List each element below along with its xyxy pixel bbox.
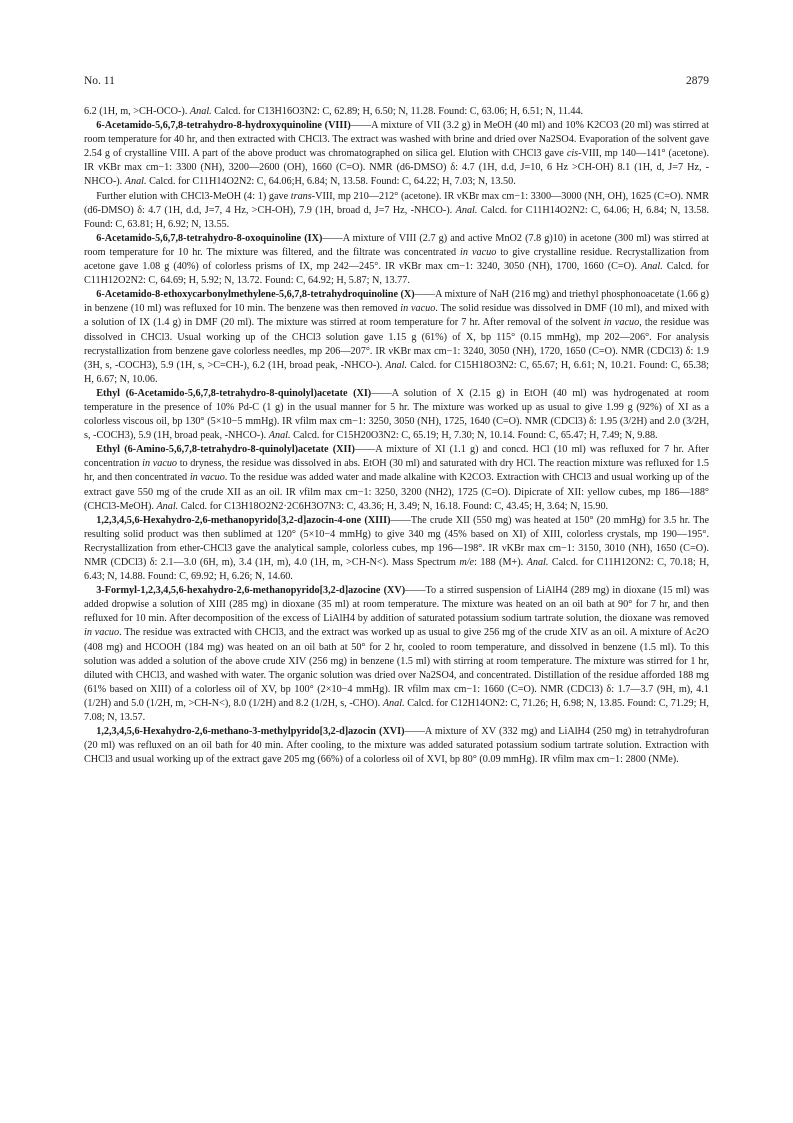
paragraph: [84, 232, 709, 288]
text-run: Calcd. for C13H16O3N2: C, 62.89; H, 6.50; N, 11.28. Found: C, 63.06; H, 6.51; N, 11.44.: [211, 106, 584, 117]
italic-text: Anal.: [455, 204, 478, 216]
paragraph: [84, 288, 709, 387]
text-run: Calcd. for C11H12O2N2: C, 64.69; H, 5.92; N, 13.72. Found: C, 64.92; H, 5.87; N, 13.77.: [84, 261, 709, 287]
compound-heading: 6-Acetamido-8-ethoxycarbonylmethylene-5,6,7,8-tetrahydroquinoline (X): [96, 289, 415, 301]
running-header: [84, 75, 709, 87]
text-run: ——The crude XII (550 mg) was heated at 150° (20 mmHg) for 3.5 hr. The resulting solid product was then sublimed at 120° (5×10−4 mmHg) to give 340 mg (45% based on XI) of XIII, colorless crystals, mp 190—195°. Recrystallization from ether-CHCl3 gave the analytical sample, colorless cubes, mp 196—198°. IR νKBr max cm−1: 3150, 3010 (NH), 1650 (C=O). NMR (CDCl3) δ: 2.1—3.0 (6H, m), 3.4 (1H, m), 4.0 (1H, m, >CH-N<). Mass Spectrum: [84, 514, 709, 568]
italic-text: in vacuo: [603, 317, 640, 329]
italic-text: Anal.: [268, 430, 291, 442]
text-run: Calcd. for C11H12ON2: C, 70.18; H, 6.43; N, 14.88. Found: C, 69.92; H, 6.26; N, 14.60.: [84, 557, 709, 583]
italic-text: in vacuo: [84, 627, 120, 639]
paragraph: [84, 387, 709, 443]
text-run: Calcd. for C13H18O2N2·2C6H3O7N3: C, 43.36; H, 3.49; N, 16.18. Found: C, 43.45; H, 3.64; N, 15.90.: [178, 500, 609, 512]
italic-text: in vacuo: [189, 472, 225, 484]
text-run: Calcd. for C15H20O3N2: C, 65.19; H, 7.30; N, 10.14. Found: C, 65.47; H, 7.49; N, 9.88.: [290, 430, 658, 442]
text-run: ——A mixture of VIII (2.7 g) and active MnO2 (7.8 g)10) in acetone (300 ml) was stirred at room temperature for 10 hr. The mixture was filtered, and the filtrate was concentrated: [84, 232, 709, 258]
italic-text: Anal.: [526, 557, 549, 568]
text-run: ——A solution of X (2.15 g) in EtOH (40 ml) was hydrogenated at room temperature in the presence of 10% Pd-C (1 g) in the usual manner for 5 hr. The mixture was worked up as usual to give 1.99 g (92%) of XI as a colorless viscous oil, bp 130° (5×10−5 mmHg). IR νfilm max cm−1: 3250, 3050 (NH), 1725, 1640 (C=O). NMR (CDCl3) δ: 1.95 (3/2H) and 2.0 (3/2H, s, -COCH3), 5.9 (1H, broad peak, -NHCO-).: [84, 387, 709, 442]
compound-heading: 6-Acetamido-5,6,7,8-tetrahydro-8-oxoquinoline (IX): [96, 232, 323, 244]
compound-heading: 6-Acetamido-5,6,7,8-tetrahydro-8-hydroxyquinoline (VIII): [96, 120, 351, 132]
italic-text: Anal.: [382, 697, 405, 709]
text-run: Calcd. for C12H14ON2: C, 71.26; H, 6.98; N, 13.85. Found: C, 71.29; H, 7.08; N, 13.57.: [84, 697, 709, 724]
paragraph: [84, 514, 709, 584]
compound-heading: 1,2,3,4,5,6-Hexahydro-2,6-methano-3-methylpyrido[3,2-d]azocin (XVI): [96, 726, 405, 738]
compound-heading: Ethyl (6-Acetamido-5,6,7,8-tetrahydro-8-quinolyl)acetate (XI): [96, 387, 372, 399]
text-run: Calcd. for C11H14O2N2: C, 64.06; H, 6.84; N, 13.58. Found: C, 63.81; H, 6.92; N, 13.55.: [84, 204, 709, 230]
text-run: . The residue was extracted with CHCl3, and the extract was worked up as usual to give 256 mg of the crude XIV as an oil. A mixture of Ac2O (408 mg) and HCOOH (184 mg) was heated on an oil bath at 50° for 2 hr, cooled to room temperature, and dissolved in benzene (1.5 ml). To this solution was added a solution of the above crude XIV (256 mg) in benzene (1.5 ml) with stirring at room temperature. The mixture was stirred for 1 hr, diluted with CHCl3, and washed with water. The organic solution was dried over Na2SO4, and concentrated. Distillation of the residue afforded 188 mg (61% based on XIII) of a colorless oil of XV, bp 100° (2×10−4 mmHg). IR νfilm max cm−1: 1660 (C=O). NMR (CDCl3) δ: 1.7—3.7 (9H, m), 4.1 (1/2H) and 5.0 (1/2H, m, >CH-N<), 8.0 (1/2H) and 8.2 (1/2H, s, -CHO).: [84, 627, 710, 709]
paragraph: [84, 725, 709, 767]
italic-text: Anal.: [124, 176, 147, 188]
paragraph: [84, 584, 709, 725]
italic-text: cis: [566, 148, 579, 160]
text-run: Further elution with CHCl3-MeOH (4: 1) gave: [96, 190, 291, 202]
paragraph: [84, 443, 709, 513]
text-run: ——A mixture of NaH (216 mg) and triethyl phosphonoacetate (1.66 g) in benzene (10 ml) was refluxed for 10 min. The benzene was then removed: [84, 289, 709, 315]
text-run: -VIII, mp 140—141° (acetone). IR νKBr max cm−1: 3300 (NH), 3200—2600 (OH), 1660 (C=O). NMR (d6-DMSO) δ: 4.7 (1H, d.d, J=10, 6 Hz >CH-OH) 8.1 (1H, d, J=7 Hz, -NHCO-).: [84, 148, 709, 188]
issue-number: No. 11: [84, 75, 115, 87]
text-run: -VIII, mp 210—212° (acetone). IR νKBr max cm−1: 3300—3000 (NH, OH), 1625 (C=O). NMR (d6-DMSO) δ: 4.7 (1H, d.d, J=7, 4 Hz, >CH-OH), 7.9 (1H, broad d, J=7 Hz, -NHCO-).: [84, 190, 709, 216]
text-run: to give crystalline residue. Recrystallization from acetone gave 1.08 g (40%) of colorless prisms of IX, mp 242—245°. IR νKBr max cm−1: 3240, 3050 (NH), 1700, 1660 (C=O).: [84, 246, 710, 273]
paragraph: [84, 190, 709, 232]
italic-text: trans: [290, 190, 312, 202]
text-run: . The solid residue was dissolved in DMF (10 ml), and mixed with a solution of IX (1.4 g) in DMF (20 ml). The mixture was stirred at room temperature for 7 hr. After removal of the solvent: [84, 303, 710, 329]
italic-text: Anal.: [189, 106, 212, 117]
italic-text: m/e: [459, 557, 475, 568]
text-run: ——To a stirred suspension of LiAlH4 (289 mg) in dioxane (15 ml) was added dropwise a solution of XIII (285 mg) in dioxane (35 ml) at room temperature. The mixture was heated on an oil bath at 90° for 7 hr, and then refluxed for 10 min. After decomposition of the excess of LiAlH4 by addition of saturated potassium sodium tartrate solution, the dioxane was removed: [84, 585, 709, 625]
text-run: 6.2 (1H, m, >CH-OCO-).: [84, 106, 190, 117]
text-run: . To the residue was added water and made alkaline with K2CO3. Extraction with CHCl3 and usual working up of the extract gave 550 mg of the crude XII as an oil. IR νfilm max cm−1: 3250, 3200 (NH2), 1725 (C=O). Dipicrate of XII: yellow cubes, mp 186—188° (CHCl3-MeOH).: [84, 472, 709, 512]
text-run: ——A mixture of XI (1.1 g) and concd. HCl (10 ml) was refluxed for 7 hr. After concentration: [84, 444, 709, 470]
paragraph: [84, 119, 709, 189]
italic-text: in vacuo: [142, 458, 178, 470]
article-body: [84, 105, 709, 767]
compound-heading: Ethyl (6-Amino-5,6,7,8-tetrahydro-8-quinolyl)acetate (XII): [96, 444, 355, 456]
text-run: to dryness, the residue was dissolved in abs. EtOH (30 ml) and saturated with dry HCl. The reaction mixture was refluxed for 1.5 hr, and then concentrated: [84, 458, 709, 484]
text-run: ——A mixture of XV (332 mg) and LiAlH4 (250 mg) in tetrahydrofuran (20 ml) was refluxed on an oil bath for 40 min. After cooling, to the mixture was added saturated potassium sodium tartrate solution. Extraction with CHCl3 and usual working up of the extract gave 205 mg (66%) of a colorless oil of XVI, bp 80° (0.09 mmHg). IR νfilm max cm−1: 2800 (NMe).: [84, 726, 709, 766]
text-run: : 188 (M+).: [474, 557, 527, 568]
italic-text: in vacuo: [460, 246, 497, 258]
text-run: ——A mixture of VII (3.2 g) in MeOH (40 ml) and 10% K2CO3 (20 ml) was stirred at room temperature for 40 hr, and then extracted with CHCl3. The extract was washed with brine and dried over Na2SO4. Evaporation of the solvent gave 2.54 g of crystalline VIII. A part of the above product was chromatographed on silica gel. Elution with CHCl3 gave: [84, 120, 710, 160]
paragraph: [84, 105, 709, 119]
compound-heading: 1,2,3,4,5,6-Hexahydro-2,6-methanopyrido[3,2-d]azocin-4-one (XIII): [96, 514, 391, 526]
italic-text: Anal.: [640, 261, 663, 273]
italic-text: Anal.: [156, 500, 179, 512]
text-run: Calcd. for C15H18O3N2: C, 65.67; H, 6.61; N, 10.21. Found: C, 65.38; H, 6.67; N, 10.06.: [84, 359, 709, 385]
text-run: Calcd. for C11H14O2N2: C, 64.06;H, 6.84; N, 13.58. Found: C, 64.22; H, 7.03; N, 13.50.: [146, 176, 516, 188]
compound-heading: 3-Formyl-1,2,3,4,5,6-hexahydro-2,6-methanopyrido[3,2-d]azocine (XV): [96, 585, 406, 597]
page-number: 2879: [686, 75, 709, 87]
text-run: , the residue was dissolved in CHCl3. Usual working up of the CHCl3 solution gave 1.15 g (61%) of X, bp 115° (0.15 mmHg), mp 202—206°. For analysis recrystallization from benzene gave colorless needles, mp 206—207°. IR νKBr max cm−1: 3240, 3050 (NH), 1720, 1650 (C=O). NMR (CDCl3) δ: 1.9 (3H, s, -COCH3), 5.9 (1H, s, >C=CH-), 6.2 (1H, broad peak, -NHCO-).: [84, 317, 709, 371]
italic-text: in vacuo: [400, 303, 436, 315]
italic-text: Anal.: [385, 359, 408, 371]
